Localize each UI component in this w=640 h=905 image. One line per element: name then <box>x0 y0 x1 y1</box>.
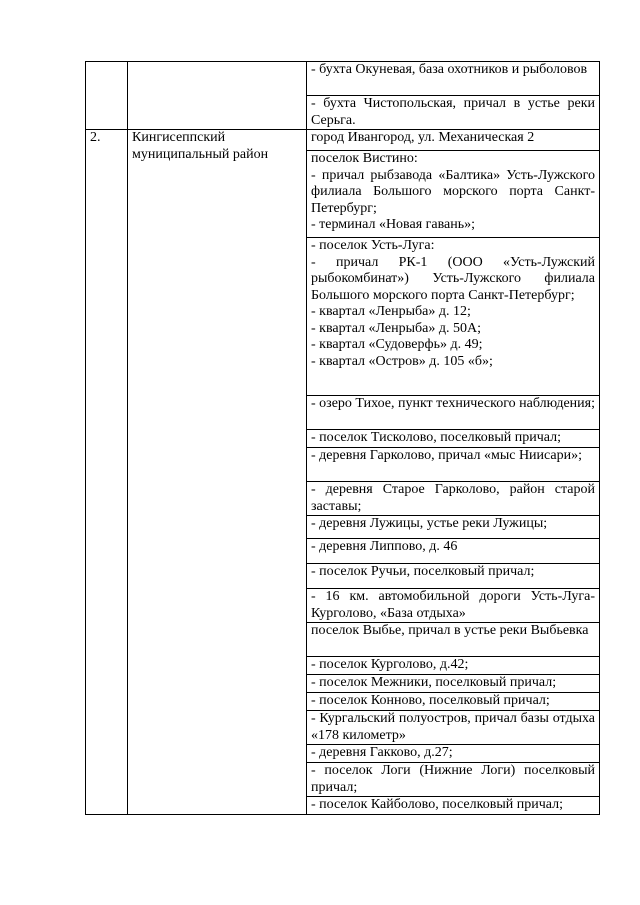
district-cell <box>128 130 307 815</box>
location-cell <box>307 589 600 623</box>
location-line: поселок Вистино: <box>311 151 418 166</box>
district-cell <box>128 62 307 130</box>
location-cell <box>307 130 600 151</box>
location-line: город Ивангород, ул. Механическая 2 <box>311 130 535 145</box>
location-line: - причал рыбзавода «Балтика» Усть-Лужского филиала Большого морского порта Санкт-Петербург; <box>311 167 595 216</box>
location-line: - поселок Курголово, д.42; <box>311 657 469 672</box>
location-line: - деревня Гакково, д.27; <box>311 745 453 760</box>
location-cell <box>307 657 600 675</box>
location-line: - квартал «Ленрыба» д. 12; <box>311 304 471 319</box>
location-line: - терминал «Новая гавань»; <box>311 217 476 232</box>
location-line: - квартал «Остров» д. 105 «б»; <box>311 353 493 369</box>
location-line: - поселок Логи (Нижние Логи) поселковый причал; <box>311 763 595 795</box>
location-line: - 16 км. автомобильной дороги Усть-Луга-Курголово, «База отдыха» <box>311 589 595 621</box>
location-cell <box>307 238 600 396</box>
location-line: - поселок Конново, поселковый причал; <box>311 693 550 708</box>
location-cell <box>307 62 600 96</box>
location-cell <box>307 396 600 430</box>
location-line: - причал РК-1 (ООО «Усть-Лужский рыбокомбинат») Усть-Лужского филиала Большого морского порта Санкт-Петербург; <box>311 254 595 303</box>
location-cell <box>307 711 600 745</box>
location-line: - деревня Старое Гарколово, район старой заставы; <box>311 482 595 514</box>
location-line: - поселок Межники, поселковый причал; <box>311 675 557 690</box>
location-cell <box>307 745 600 763</box>
location-cell <box>307 564 600 589</box>
location-cell <box>307 430 600 448</box>
locations-table <box>85 61 600 815</box>
location-cell <box>307 516 600 539</box>
district-name: Кингисеппский муниципальный район <box>132 130 269 162</box>
location-line: - Кургальский полуостров, причал базы отдыха «178 километр» <box>311 711 595 743</box>
location-cell <box>307 96 600 130</box>
row-number-cell <box>86 62 128 130</box>
location-cell <box>307 482 600 516</box>
location-cell <box>307 675 600 693</box>
location-line: - квартал «Судоверфь» д. 49; <box>311 337 483 352</box>
location-cell <box>307 539 600 564</box>
row-number: 2. <box>90 130 101 145</box>
location-cell <box>307 623 600 657</box>
location-cell <box>307 797 600 815</box>
location-line: - деревня Липпово, д. 46 <box>311 539 458 554</box>
location-line: - деревня Лужицы, устье реки Лужицы; <box>311 516 548 531</box>
location-line: поселок Выбье, причал в устье реки Выбьевка <box>311 623 589 638</box>
location-cell <box>307 151 600 238</box>
row-number-cell <box>86 130 128 815</box>
location-line: - бухта Чистопольская, причал в устье реки Серьга. <box>311 96 595 128</box>
location-line: - квартал «Ленрыба» д. 50А; <box>311 320 482 336</box>
location-line: - поселок Кайболово, поселковый причал; <box>311 797 563 812</box>
location-cell <box>307 763 600 797</box>
location-line: - озеро Тихое, пункт технического наблюдения; <box>311 396 595 411</box>
location-line: - деревня Гарколово, причал «мыс Ниисари»; <box>311 448 583 463</box>
table-row <box>86 62 600 96</box>
location-cell <box>307 448 600 482</box>
location-line: - поселок Тисколово, поселковый причал; <box>311 430 561 445</box>
location-line: - поселок Ручьи, поселковый причал; <box>311 564 535 579</box>
location-line: - бухта Окуневая, база охотников и рыболовов <box>311 62 588 77</box>
location-line: - поселок Усть-Луга: <box>311 238 435 253</box>
location-cell <box>307 693 600 711</box>
table-row <box>86 130 600 151</box>
